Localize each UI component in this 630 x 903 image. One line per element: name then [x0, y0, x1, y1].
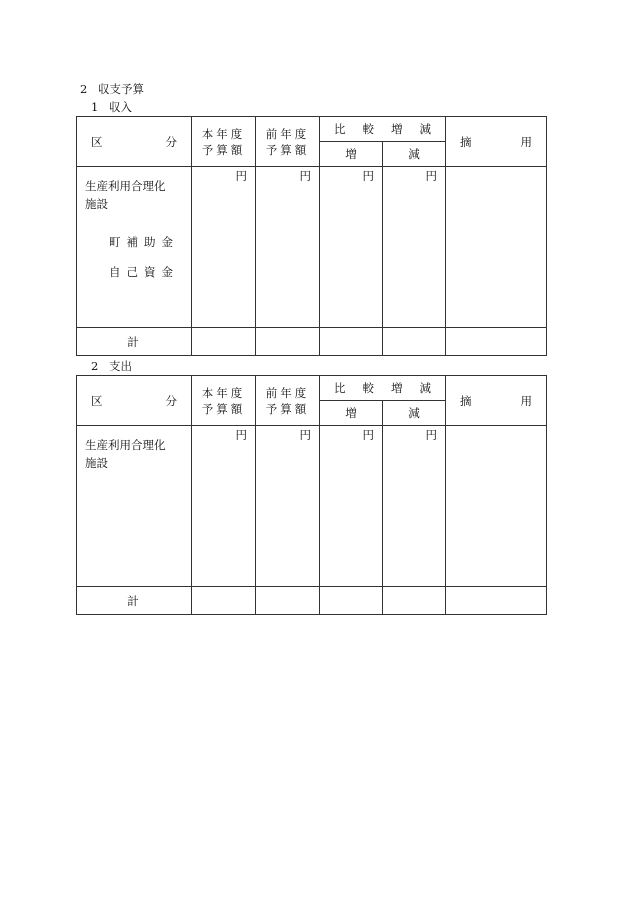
- total-cell: [192, 328, 256, 356]
- header-remarks: 摘 用: [446, 376, 547, 426]
- expense-total-label: 計: [77, 587, 192, 615]
- total-cell: [256, 587, 320, 615]
- income-sub-item: 自己資金: [109, 265, 179, 279]
- subheading-text: 支出: [109, 359, 132, 373]
- total-cell: [446, 328, 547, 356]
- yen-unit: 円: [383, 426, 446, 587]
- total-cell: [383, 587, 446, 615]
- header-last-year-budget: 前年度 予算額: [256, 117, 320, 167]
- income-item-cell: [77, 167, 192, 328]
- subheading-text: 収入: [109, 100, 132, 114]
- subheading-income: [91, 100, 132, 114]
- yen-unit: 円: [383, 167, 446, 328]
- subheading-number: 2: [91, 359, 99, 373]
- header-increase: 増: [320, 401, 383, 426]
- yen-unit: 円: [192, 426, 256, 587]
- total-cell: [192, 587, 256, 615]
- subheading-expense: [91, 359, 132, 373]
- yen-unit: 円: [192, 167, 256, 328]
- total-cell: [320, 328, 383, 356]
- expense-item-line: 施設: [85, 456, 108, 470]
- header-this-year-budget: 本年度 予算額: [192, 117, 256, 167]
- remarks-cell: [446, 167, 547, 328]
- yen-unit: 円: [320, 167, 383, 328]
- income-table: [76, 116, 547, 356]
- total-cell: [256, 328, 320, 356]
- section-heading-budget: [80, 82, 144, 96]
- header-kubun: 区 分: [77, 117, 192, 167]
- header-comparison: 比 較 増 減: [320, 117, 446, 142]
- total-cell: [320, 587, 383, 615]
- heading-number: 2: [80, 82, 88, 96]
- remarks-cell: [446, 426, 547, 587]
- header-increase: 増: [320, 142, 383, 167]
- total-cell: [446, 587, 547, 615]
- expense-item-cell: [77, 426, 192, 587]
- income-sub-item: 町補助金: [109, 235, 179, 249]
- subheading-number: 1: [91, 100, 99, 114]
- income-item-line: 生産利用合理化: [85, 179, 166, 193]
- header-last-year-budget: 前年度 予算額: [256, 376, 320, 426]
- yen-unit: 円: [256, 426, 320, 587]
- yen-unit: 円: [256, 167, 320, 328]
- header-remarks: 摘 用: [446, 117, 547, 167]
- expense-table: [76, 375, 547, 615]
- income-item-line: 施設: [85, 197, 108, 211]
- header-decrease: 減: [383, 142, 446, 167]
- heading-text: 収支予算: [98, 82, 144, 96]
- header-kubun: 区 分: [77, 376, 192, 426]
- income-total-label: 計: [77, 328, 192, 356]
- total-cell: [383, 328, 446, 356]
- header-this-year-budget: 本年度 予算額: [192, 376, 256, 426]
- yen-unit: 円: [320, 426, 383, 587]
- expense-item-line: 生産利用合理化: [85, 438, 166, 452]
- header-decrease: 減: [383, 401, 446, 426]
- header-comparison: 比 較 増 減: [320, 376, 446, 401]
